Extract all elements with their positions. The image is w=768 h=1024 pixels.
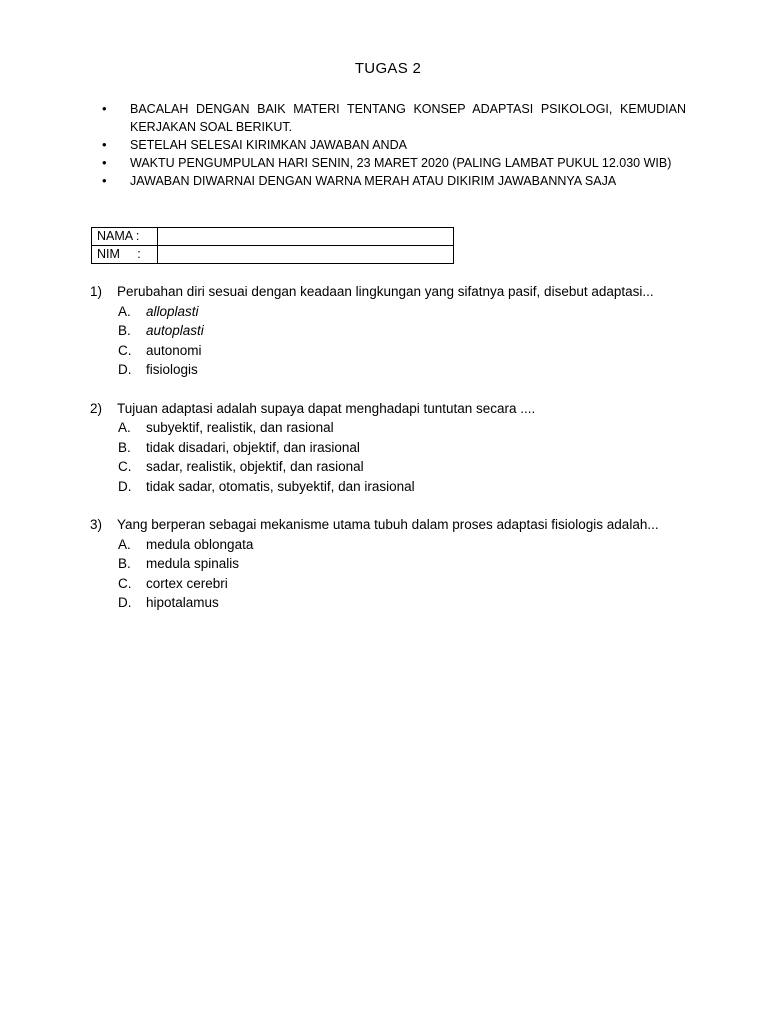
question-stem — [90, 515, 676, 535]
option-d[interactable] — [90, 593, 676, 613]
instruction-text: SETELAH SELESAI KIRIMKAN JAWABAN ANDA — [130, 138, 407, 152]
bullet-icon: • — [102, 155, 107, 170]
question-2 — [90, 399, 676, 497]
option-letter: A. — [118, 536, 131, 552]
nim-field[interactable] — [158, 246, 454, 264]
option-b[interactable] — [90, 554, 676, 574]
question-list — [90, 282, 676, 632]
option-a[interactable] — [90, 535, 676, 555]
option-letter: D. — [118, 362, 132, 377]
option-b[interactable] — [90, 321, 676, 341]
option-text: tidak disadari, objektif, dan irasional — [146, 439, 360, 455]
instruction-text: JAWABAN DIWARNAI DENGAN WARNA MERAH ATAU DIKIRIM JAWABANNYA SAJA — [130, 174, 617, 188]
option-d[interactable] — [90, 360, 676, 380]
option-text: hipotalamus — [146, 595, 219, 610]
option-text: medula spinalis — [146, 556, 240, 571]
question-1 — [90, 282, 676, 380]
option-text: alloplasti — [146, 303, 199, 319]
option-letter: B. — [118, 323, 131, 338]
page-title: TUGAS 2 — [354, 60, 422, 77]
question-number: 1) — [90, 284, 103, 299]
instruction-item — [96, 172, 686, 190]
option-letter: B. — [118, 556, 131, 571]
instruction-text: BACALAH DENGAN BAIK MATERI TENTANG KONSEP ADAPTASI PSIKOLOGI, KEMUDIAN KERJAKAN SOAL BERIKUT. — [130, 102, 686, 134]
instruction-item — [96, 136, 686, 154]
option-text: subyektif, realistik, dan rasional — [146, 420, 334, 435]
instruction-list — [96, 100, 686, 190]
nama-label: NAMA : — [92, 228, 158, 246]
option-letter: C. — [118, 342, 132, 358]
question-stem — [90, 399, 676, 419]
option-letter: C. — [118, 575, 132, 591]
option-text: medula oblongata — [146, 536, 254, 552]
option-text: fisiologis — [146, 362, 198, 377]
bullet-icon: • — [102, 173, 107, 188]
option-text: tidak sadar, otomatis, subyektif, dan irasional — [146, 478, 415, 494]
option-d[interactable] — [90, 477, 676, 497]
nim-label: NIM : — [92, 246, 158, 264]
bullet-icon: • — [102, 137, 107, 152]
nama-field[interactable] — [158, 228, 454, 246]
option-letter: D. — [118, 478, 132, 494]
option-b[interactable] — [90, 438, 676, 458]
question-number: 2) — [90, 400, 103, 416]
option-c[interactable] — [90, 574, 676, 594]
option-letter: A. — [118, 420, 131, 435]
question-number: 3) — [90, 517, 103, 532]
option-text: autoplasti — [146, 323, 204, 338]
option-letter: B. — [118, 439, 131, 455]
instruction-item — [96, 100, 686, 136]
nama-row — [92, 228, 454, 246]
question-3 — [90, 515, 676, 613]
question-text: Perubahan diri sesuai dengan keadaan lingkungan yang sifatnya pasif, disebut adaptasi... — [117, 284, 654, 299]
option-a[interactable] — [90, 302, 676, 322]
bullet-icon: • — [102, 101, 107, 116]
option-c[interactable] — [90, 341, 676, 361]
option-text: sadar, realistik, objektif, dan rasional — [146, 459, 364, 474]
option-letter: C. — [118, 459, 132, 474]
question-text: Yang berperan sebagai mekanisme utama tubuh dalam proses adaptasi fisiologis adalah... — [117, 517, 659, 532]
option-c[interactable] — [90, 457, 676, 477]
option-letter: A. — [118, 303, 131, 319]
instruction-text: WAKTU PENGUMPULAN HARI SENIN, 23 MARET 2020 (PALING LAMBAT PUKUL 12.030 WIB) — [130, 156, 672, 170]
nim-row — [92, 246, 454, 264]
option-text: autonomi — [146, 342, 202, 358]
option-list — [90, 418, 676, 496]
question-text: Tujuan adaptasi adalah supaya dapat menghadapi tuntutan secara .... — [117, 400, 536, 416]
option-list — [90, 302, 676, 380]
question-stem — [90, 282, 676, 302]
instruction-item — [96, 154, 686, 172]
student-id-table — [91, 227, 454, 264]
option-letter: D. — [118, 595, 132, 610]
option-text: cortex cerebri — [146, 575, 228, 591]
option-a[interactable] — [90, 418, 676, 438]
option-list — [90, 535, 676, 613]
